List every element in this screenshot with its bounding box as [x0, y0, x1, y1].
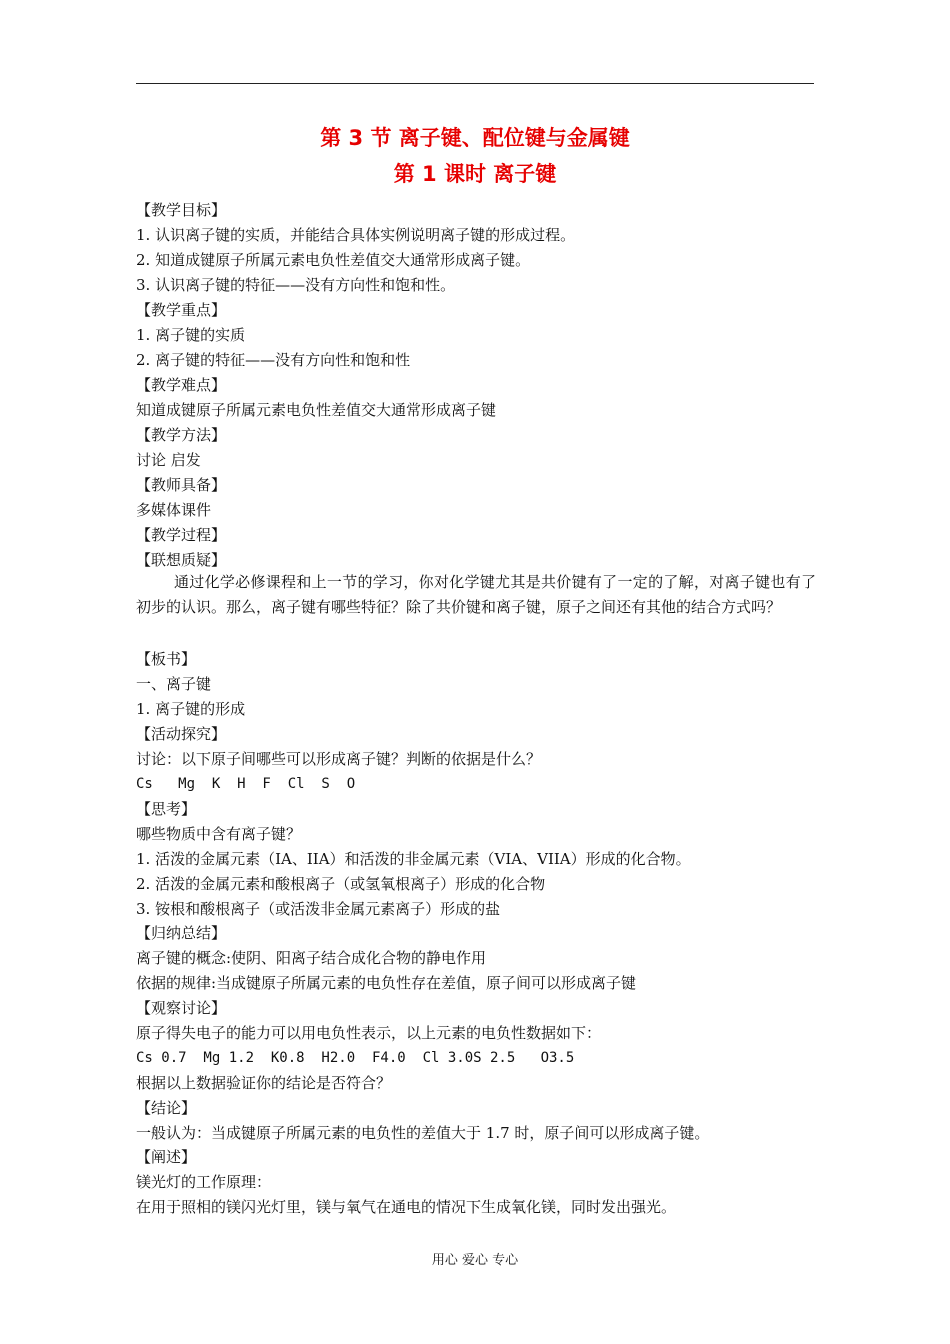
observe-text: 原子得失电子的能力可以用电负性表示，以上元素的电负性数据如下： — [136, 1024, 602, 1042]
summary-heading: 【归纳总结】 — [136, 924, 227, 942]
element-list: Cs Mg K H F Cl S O — [136, 776, 356, 792]
objectives-heading: 【教学目标】 — [136, 201, 227, 219]
header-rule — [136, 83, 814, 84]
think-question: 哪些物质中含有离子键？ — [136, 825, 302, 843]
objective-item: 1. 认识离子键的实质，并能结合具体实例说明离子键的形成过程。 — [136, 226, 576, 244]
objective-item: 3. 认识离子键的特征——没有方向性和饱和性。 — [136, 276, 456, 294]
activity-question: 讨论：以下原子间哪些可以形成离子键？判断的依据是什么？ — [136, 750, 542, 768]
process-heading: 【教学过程】 — [136, 526, 227, 544]
page-title: 第 3 节 离子键、配位键与金属键 — [320, 126, 630, 150]
association-heading: 【联想质疑】 — [136, 551, 227, 569]
elaboration-line: 在用于照相的镁闪光灯里，镁与氧气在通电的情况下生成氧化镁，同时发出强光。 — [136, 1198, 677, 1216]
summary-concept: 离子键的概念:使阴、阳离子结合成化合物的静电作用 — [136, 949, 487, 967]
conclusion-heading: 【结论】 — [136, 1099, 197, 1117]
observe-verify: 根据以上数据验证你的结论是否符合？ — [136, 1074, 392, 1092]
methods-heading: 【教学方法】 — [136, 426, 227, 444]
board-line: 一、离子键 — [136, 675, 212, 693]
objective-item: 2. 知道成键原子所属元素电负性差值交大通常形成离子键。 — [136, 251, 531, 269]
methods-text: 讨论 启发 — [136, 451, 201, 469]
preparation-text: 多媒体课件 — [136, 501, 212, 519]
page-subtitle: 第 1 课时 离子键 — [393, 162, 557, 186]
association-paragraph: 通过化学必修课程和上一节的学习，你对化学键尤其是共价键有了一定的了解，对离子键也有了初步的认识。那么，离子键有哪些特征？除了共价键和离子键，原子之间还有其他的结合方式吗？ — [136, 573, 816, 616]
difficulties-text: 知道成键原子所属元素电负性差值交大通常形成离子键 — [136, 401, 497, 419]
conclusion-text: 一般认为：当成键原子所属元素的电负性的差值大于 1.7 时，原子间可以形成离子键。 — [136, 1124, 710, 1142]
key-points-heading: 【教学重点】 — [136, 301, 227, 319]
board-line: 1. 离子键的形成 — [136, 700, 246, 718]
key-point-item: 2. 离子键的特征——没有方向性和饱和性 — [136, 351, 411, 369]
page-footer: 用心 爱心 专心 — [431, 1253, 519, 1268]
activity-heading: 【活动探究】 — [136, 725, 227, 743]
electronegativity-values: Cs 0.7 Mg 1.2 K0.8 H2.0 F4.0 Cl 3.0S 2.5 O3.5 — [136, 1050, 575, 1066]
think-heading: 【思考】 — [136, 800, 197, 818]
think-item: 2. 活泼的金属元素和酸根离子（或氢氧根离子）形成的化合物 — [136, 875, 546, 893]
think-item: 3. 铵根和酸根离子（或活泼非金属元素离子）形成的盐 — [136, 900, 501, 918]
think-item: 1. 活泼的金属元素（IA、IIA）和活泼的非金属元素（VIA、VIIA）形成的化合物。 — [136, 850, 691, 868]
preparation-heading: 【教师具备】 — [136, 476, 227, 494]
elaboration-heading: 【阐述】 — [136, 1148, 197, 1166]
difficulties-heading: 【教学难点】 — [136, 376, 227, 394]
key-point-item: 1. 离子键的实质 — [136, 326, 246, 344]
summary-rule: 依据的规律:当成键原子所属元素的电负性存在差值，原子间可以形成离子键 — [136, 974, 637, 992]
observe-heading: 【观察讨论】 — [136, 999, 227, 1017]
elaboration-line: 镁光灯的工作原理： — [136, 1173, 272, 1191]
board-heading: 【板书】 — [136, 650, 197, 668]
